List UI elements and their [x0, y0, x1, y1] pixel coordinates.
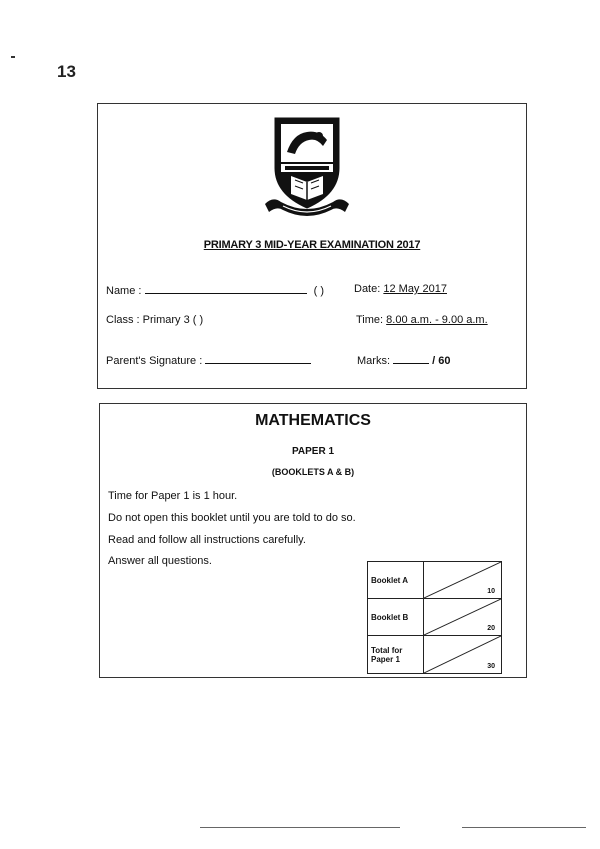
instruction-item: Time for Paper 1 is 1 hour.	[108, 490, 238, 502]
booklets-label: (BOOKLETS A & B)	[271, 467, 355, 477]
footer-rule	[462, 827, 586, 828]
table-row	[368, 636, 502, 674]
school-crest-icon	[261, 112, 353, 222]
name-row	[106, 283, 324, 297]
subject-title: MATHEMATICS	[255, 412, 371, 429]
subject-box	[99, 403, 527, 678]
signature-row	[106, 353, 311, 367]
class-row	[106, 314, 203, 326]
table-row	[368, 562, 502, 599]
score-max: 20	[487, 625, 495, 632]
time-value: 8.00 a.m. - 9.00 a.m.	[386, 314, 488, 326]
score-row-label: Total for Paper 1	[368, 636, 424, 674]
instruction-item: Do not open this booklet until you are told to do so.	[108, 512, 356, 524]
date-label: Date:	[354, 283, 381, 295]
time-row	[356, 314, 488, 326]
table-row	[368, 599, 502, 636]
class-label: Class : Primary 3 ( )	[106, 314, 204, 326]
date-value: 12 May 2017	[383, 283, 447, 295]
paper-label: PAPER 1	[291, 446, 335, 457]
score-cell[interactable]	[424, 562, 502, 599]
exam-header-box	[97, 103, 527, 389]
stray-mark	[11, 56, 15, 58]
instruction-item: Read and follow all instructions carefully.	[108, 534, 306, 546]
marks-total: / 60	[432, 355, 451, 367]
marks-row	[357, 353, 450, 367]
exam-title: PRIMARY 3 MID-YEAR EXAMINATION 2017	[203, 239, 421, 251]
name-label: Name :	[106, 285, 142, 297]
page-number: 13	[57, 62, 76, 81]
signature-label: Parent's Signature :	[106, 355, 203, 367]
score-cell[interactable]	[424, 636, 502, 674]
score-row-label: Booklet B	[368, 599, 424, 636]
signature-field[interactable]	[205, 353, 311, 364]
instruction-item: Answer all questions.	[108, 555, 212, 567]
score-cell[interactable]	[424, 599, 502, 636]
name-field[interactable]	[145, 283, 307, 294]
score-max: 10	[487, 588, 495, 595]
footer-rule	[200, 827, 400, 828]
marks-label: Marks:	[357, 355, 390, 367]
score-table	[367, 561, 502, 674]
score-max: 30	[487, 663, 495, 670]
marks-field[interactable]	[393, 353, 429, 364]
score-row-label: Booklet A	[368, 562, 424, 599]
class-number-bracket: ( )	[313, 285, 324, 297]
date-row	[354, 283, 447, 295]
time-label: Time:	[356, 314, 384, 326]
